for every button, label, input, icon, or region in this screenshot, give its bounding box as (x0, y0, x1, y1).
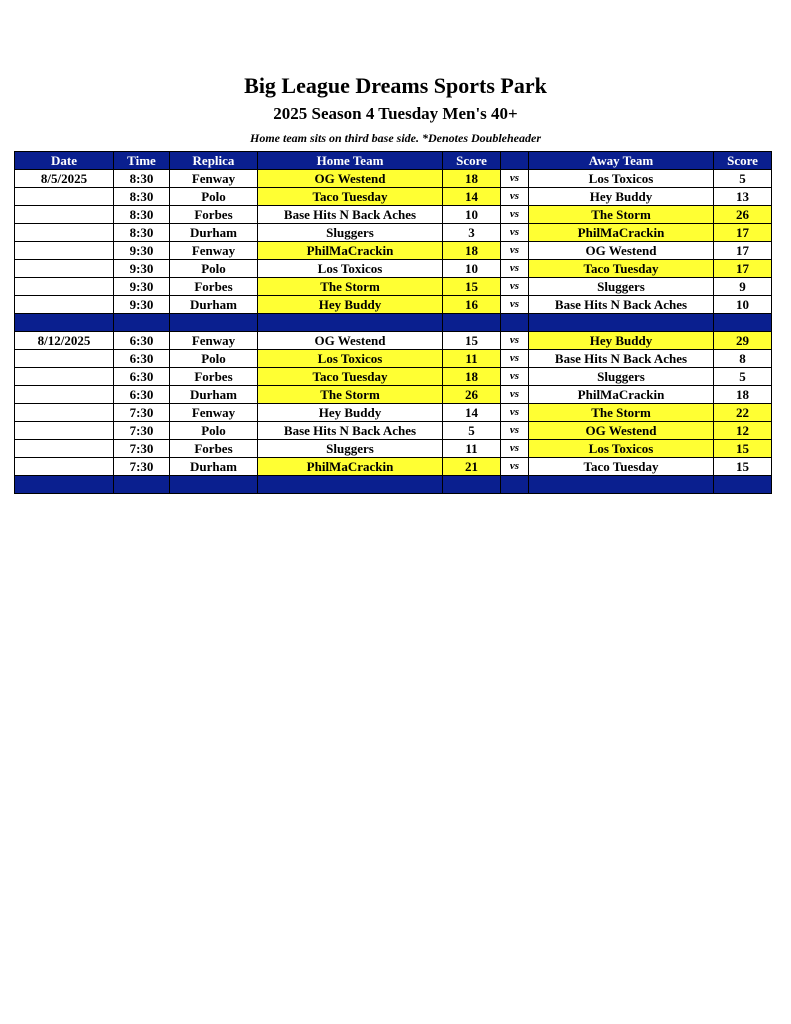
home-team-cell: Sluggers (258, 440, 443, 458)
table-row (15, 368, 772, 386)
vs-cell: vs (501, 206, 529, 224)
table-row (15, 170, 772, 188)
home-score-cell: 11 (443, 440, 501, 458)
away-score-cell: 10 (714, 296, 772, 314)
table-row (15, 188, 772, 206)
time-cell: 7:30 (114, 440, 170, 458)
away-team-cell: Base Hits N Back Aches (529, 296, 714, 314)
separator-cell (443, 314, 501, 332)
table-row (15, 458, 772, 476)
table-row (15, 242, 772, 260)
time-cell: 9:30 (114, 242, 170, 260)
vs-cell: vs (501, 440, 529, 458)
home-score-cell: 14 (443, 404, 501, 422)
date-cell (15, 242, 114, 260)
vs-cell: vs (501, 386, 529, 404)
table-row (15, 350, 772, 368)
home-team-cell: OG Westend (258, 332, 443, 350)
date-cell (15, 422, 114, 440)
time-cell: 6:30 (114, 368, 170, 386)
time-cell: 9:30 (114, 278, 170, 296)
home-team-cell: Hey Buddy (258, 296, 443, 314)
vs-cell: vs (501, 422, 529, 440)
week-separator-row (15, 476, 772, 494)
field-cell: Forbes (170, 278, 258, 296)
field-cell: Durham (170, 386, 258, 404)
header-row (15, 152, 772, 170)
away-team-cell: Taco Tuesday (529, 458, 714, 476)
away-team-cell: Hey Buddy (529, 188, 714, 206)
home-team-cell: Taco Tuesday (258, 188, 443, 206)
home-score-cell: 21 (443, 458, 501, 476)
away-score-cell: 15 (714, 458, 772, 476)
date-cell: 8/5/2025 (15, 170, 114, 188)
home-score-cell: 18 (443, 368, 501, 386)
field-cell: Durham (170, 224, 258, 242)
home-score-cell: 10 (443, 206, 501, 224)
home-score-cell: 10 (443, 260, 501, 278)
away-score-cell: 17 (714, 224, 772, 242)
away-score-cell: 22 (714, 404, 772, 422)
time-cell: 6:30 (114, 332, 170, 350)
table-row (15, 278, 772, 296)
away-score-cell: 17 (714, 260, 772, 278)
home-team-cell: The Storm (258, 386, 443, 404)
col-header-away-score: Score (714, 152, 772, 170)
away-score-cell: 5 (714, 368, 772, 386)
home-score-cell: 5 (443, 422, 501, 440)
field-cell: Forbes (170, 368, 258, 386)
time-cell: 9:30 (114, 260, 170, 278)
away-score-cell: 29 (714, 332, 772, 350)
separator-cell (114, 476, 170, 494)
away-score-cell: 18 (714, 386, 772, 404)
away-team-cell: The Storm (529, 206, 714, 224)
home-team-cell: PhilMaCrackin (258, 458, 443, 476)
home-score-cell: 18 (443, 242, 501, 260)
field-cell: Durham (170, 296, 258, 314)
date-cell (15, 440, 114, 458)
home-score-cell: 11 (443, 350, 501, 368)
away-team-cell: PhilMaCrackin (529, 386, 714, 404)
time-cell: 8:30 (114, 188, 170, 206)
date-cell (15, 206, 114, 224)
home-score-cell: 18 (443, 170, 501, 188)
home-score-cell: 15 (443, 278, 501, 296)
home-team-cell: Sluggers (258, 224, 443, 242)
home-team-cell: Los Toxicos (258, 260, 443, 278)
away-team-cell: Los Toxicos (529, 440, 714, 458)
separator-cell (501, 314, 529, 332)
separator-cell (258, 476, 443, 494)
schedule-table (14, 151, 772, 494)
date-cell (15, 296, 114, 314)
date-cell (15, 260, 114, 278)
table-row (15, 260, 772, 278)
time-cell: 7:30 (114, 404, 170, 422)
time-cell: 7:30 (114, 458, 170, 476)
away-team-cell: Base Hits N Back Aches (529, 350, 714, 368)
separator-cell (170, 476, 258, 494)
time-cell: 8:30 (114, 170, 170, 188)
vs-cell: vs (501, 242, 529, 260)
away-score-cell: 5 (714, 170, 772, 188)
home-team-cell: Hey Buddy (258, 404, 443, 422)
field-cell: Fenway (170, 170, 258, 188)
vs-cell: vs (501, 368, 529, 386)
field-cell: Fenway (170, 404, 258, 422)
away-team-cell: OG Westend (529, 242, 714, 260)
vs-cell: vs (501, 350, 529, 368)
date-cell (15, 386, 114, 404)
away-team-cell: OG Westend (529, 422, 714, 440)
time-cell: 6:30 (114, 386, 170, 404)
vs-cell: vs (501, 296, 529, 314)
table-row (15, 332, 772, 350)
date-cell (15, 278, 114, 296)
vs-cell: vs (501, 260, 529, 278)
field-cell: Durham (170, 458, 258, 476)
vs-cell: vs (501, 458, 529, 476)
col-header-time: Time (114, 152, 170, 170)
away-score-cell: 26 (714, 206, 772, 224)
date-cell (15, 368, 114, 386)
col-header-replica: Replica (170, 152, 258, 170)
vs-cell: vs (501, 278, 529, 296)
date-cell: 8/12/2025 (15, 332, 114, 350)
field-cell: Forbes (170, 206, 258, 224)
home-score-cell: 26 (443, 386, 501, 404)
col-header-home-team: Home Team (258, 152, 443, 170)
field-cell: Polo (170, 350, 258, 368)
away-score-cell: 17 (714, 242, 772, 260)
separator-cell (258, 314, 443, 332)
home-team-cell: PhilMaCrackin (258, 242, 443, 260)
vs-cell: vs (501, 188, 529, 206)
separator-cell (529, 314, 714, 332)
table-row (15, 404, 772, 422)
col-header-vs (501, 152, 529, 170)
field-cell: Fenway (170, 332, 258, 350)
away-team-cell: Los Toxicos (529, 170, 714, 188)
separator-cell (529, 476, 714, 494)
home-score-cell: 14 (443, 188, 501, 206)
col-header-home-score: Score (443, 152, 501, 170)
separator-cell (15, 476, 114, 494)
separator-cell (15, 314, 114, 332)
table-row (15, 206, 772, 224)
away-score-cell: 8 (714, 350, 772, 368)
table-row (15, 224, 772, 242)
away-score-cell: 12 (714, 422, 772, 440)
home-team-cell: Taco Tuesday (258, 368, 443, 386)
table-row (15, 440, 772, 458)
away-team-cell: Taco Tuesday (529, 260, 714, 278)
date-cell (15, 224, 114, 242)
vs-cell: vs (501, 332, 529, 350)
col-header-date: Date (15, 152, 114, 170)
date-cell (15, 458, 114, 476)
away-team-cell: Sluggers (529, 368, 714, 386)
vs-cell: vs (501, 170, 529, 188)
date-cell (15, 188, 114, 206)
vs-cell: vs (501, 404, 529, 422)
away-team-cell: Sluggers (529, 278, 714, 296)
home-score-cell: 3 (443, 224, 501, 242)
away-score-cell: 15 (714, 440, 772, 458)
page-subtitle: 2025 Season 4 Tuesday Men's 40+ (273, 104, 518, 123)
table-row (15, 386, 772, 404)
table-row (15, 422, 772, 440)
separator-cell (714, 314, 772, 332)
date-cell (15, 404, 114, 422)
vs-cell: vs (501, 224, 529, 242)
home-score-cell: 16 (443, 296, 501, 314)
home-score-cell: 15 (443, 332, 501, 350)
away-score-cell: 9 (714, 278, 772, 296)
home-team-cell: The Storm (258, 278, 443, 296)
separator-cell (714, 476, 772, 494)
schedule-body (15, 170, 772, 494)
schedule-note: Home team sits on third base side. *Denotes Doubleheader (250, 131, 541, 145)
home-team-cell: Base Hits N Back Aches (258, 206, 443, 224)
week-separator-row (15, 314, 772, 332)
home-team-cell: Los Toxicos (258, 350, 443, 368)
table-row (15, 296, 772, 314)
field-cell: Polo (170, 260, 258, 278)
home-team-cell: OG Westend (258, 170, 443, 188)
time-cell: 7:30 (114, 422, 170, 440)
field-cell: Forbes (170, 440, 258, 458)
time-cell: 8:30 (114, 206, 170, 224)
time-cell: 8:30 (114, 224, 170, 242)
separator-cell (501, 476, 529, 494)
page-title: Big League Dreams Sports Park (244, 73, 547, 98)
away-team-cell: PhilMaCrackin (529, 224, 714, 242)
separator-cell (443, 476, 501, 494)
field-cell: Polo (170, 188, 258, 206)
away-team-cell: The Storm (529, 404, 714, 422)
away-team-cell: Hey Buddy (529, 332, 714, 350)
field-cell: Fenway (170, 242, 258, 260)
field-cell: Polo (170, 422, 258, 440)
home-team-cell: Base Hits N Back Aches (258, 422, 443, 440)
time-cell: 9:30 (114, 296, 170, 314)
separator-cell (114, 314, 170, 332)
date-cell (15, 350, 114, 368)
separator-cell (170, 314, 258, 332)
time-cell: 6:30 (114, 350, 170, 368)
away-score-cell: 13 (714, 188, 772, 206)
col-header-away-team: Away Team (529, 152, 714, 170)
